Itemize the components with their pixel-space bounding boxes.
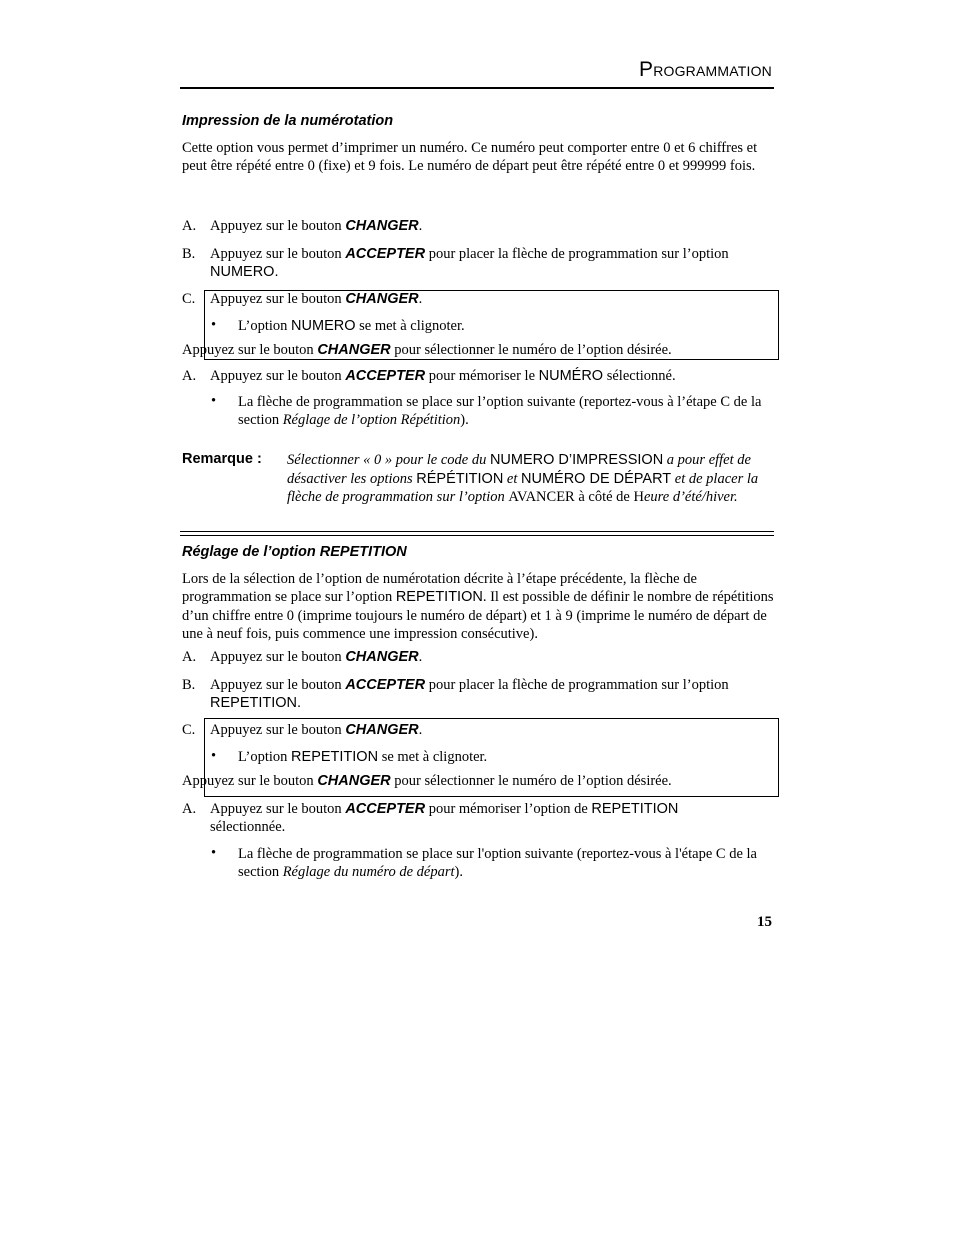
header-initial: P: [638, 58, 654, 81]
select-instruction: [182, 342, 774, 359]
changer-keyword: CHANGER: [317, 342, 391, 358]
section-reference: Réglage de l’option Répétition: [282, 412, 461, 428]
option-name: NUMERO: [291, 318, 356, 334]
bullet-symbol: •: [211, 317, 217, 333]
option-name: REPETITION: [291, 749, 379, 765]
step-text-part: Appuyez sur le bouton: [210, 649, 346, 665]
step-text-part: pour placer la flèche de programmation sur l’option: [425, 246, 729, 262]
instruction-text-part: Appuyez sur le bouton: [182, 773, 318, 789]
bullet-text: [238, 748, 772, 766]
section-heading-repetition: Réglage de l’option REPETITION: [182, 544, 407, 560]
bullet-text-part: L’option: [238, 749, 292, 765]
bullet-symbol: •: [211, 393, 217, 409]
step-c: [0, 290, 954, 310]
bullet-text: [238, 845, 772, 881]
bullet-symbol: •: [211, 748, 217, 764]
bullet-text-part: se met à clignoter.: [355, 318, 465, 334]
option-name: NUMERO.: [210, 264, 279, 280]
bullet-item: [0, 317, 954, 337]
remark-text-part: eure d’été/hiver.: [643, 489, 738, 505]
option-name: NUMERO D’IMPRESSION: [489, 452, 664, 468]
remark-text-part: a pour effet de désactiver les options: [287, 452, 751, 487]
bullet-text: [238, 317, 772, 335]
step-text-part: pour mémoriser le: [425, 368, 539, 384]
accepter-keyword: ACCEPTER: [345, 677, 426, 693]
step-b: [0, 676, 954, 716]
bullet-text-part: L’option: [238, 318, 292, 334]
step-text: [210, 245, 772, 281]
step-text-part: .: [418, 291, 423, 307]
step-text-part: Appuyez sur le bouton: [210, 246, 346, 262]
bullet-text-part: La flèche de programmation se place sur l’option suivante (reportez-vous à l’étape C de la section: [238, 394, 762, 428]
bullet-text-part: La flèche de programmation se place sur l'option suivante (reportez-vous à l'étape C de la section: [238, 846, 757, 880]
changer-keyword: CHANGER: [345, 291, 419, 307]
step-letter: A.: [182, 801, 197, 817]
remark-text-part: et de placer la flèche de programmation sur l’option: [287, 470, 759, 505]
step-c: [0, 721, 954, 741]
step-text: [210, 676, 772, 712]
step-text: [210, 800, 720, 836]
option-name: NUMÉRO: [538, 368, 604, 384]
option-name: RÉPÉTITION: [416, 470, 504, 487]
instruction-text-part: Appuyez sur le bouton: [182, 342, 318, 358]
step-text-part: pour placer la flèche de programmation sur l’option: [425, 677, 729, 693]
step-text-part: sélectionné.: [603, 368, 676, 384]
section-intro-paragraph: Cette option vous permet d’imprimer un numéro. Ce numéro peut comporter entre 0 et 6 chiffres et peut être répété entre 0 (fixe) et 9 fois. Le numéro de départ peut être répété entre 0 et 999999 fois.: [182, 140, 758, 175]
remark-text-part: et: [503, 470, 522, 487]
bullet-symbol: •: [211, 845, 217, 861]
step-text-part: .: [418, 722, 423, 738]
instruction-text-part: pour sélectionner le numéro de l’option désirée.: [390, 773, 672, 789]
step-text-part: Appuyez sur le bouton: [210, 677, 346, 693]
step-letter: A.: [182, 649, 197, 665]
select-instruction: [182, 773, 774, 790]
step-letter: C.: [182, 722, 196, 738]
step-text-part: .: [418, 649, 423, 665]
step-text-part: Appuyez sur le bouton: [210, 801, 346, 817]
step-letter: C.: [182, 291, 196, 307]
step-letter: B.: [182, 677, 196, 693]
section-intro-paragraph: [182, 570, 774, 643]
accepter-keyword: ACCEPTER: [345, 246, 426, 262]
step-text-part: pour mémoriser l’option de: [425, 801, 592, 817]
remark-text-upright: AVANCER à côté de H: [508, 489, 644, 505]
step-text: [210, 290, 772, 308]
step-letter: A.: [182, 218, 197, 234]
option-name: REPETITION: [591, 801, 679, 817]
bullet-item: [0, 748, 954, 768]
option-name: REPETITION.: [210, 695, 302, 711]
bullet-text-part: ).: [460, 412, 469, 428]
paragraph-text-part: . Il est possible de définir le nombre de répétitions d’un chiffre entre 0 (imprime toujours le numéro de départ) et 1 à 9 (imprime le numéro de départ de une à neuf fois, puis commence une impression consécutive).: [182, 589, 774, 642]
bullet-text-part: ).: [454, 864, 463, 880]
bullet-item: [0, 393, 954, 433]
remark-text-part: Sélectionner « 0 » pour le code du: [287, 452, 490, 468]
running-header: [639, 58, 772, 82]
step-text-part: .: [418, 218, 423, 234]
changer-keyword: CHANGER: [345, 218, 419, 234]
section-reference: Réglage du numéro de départ: [282, 864, 455, 880]
step-a-memorise: [0, 800, 954, 840]
step-text: [210, 648, 772, 666]
step-text: [210, 217, 772, 235]
section-divider: [180, 531, 774, 536]
step-text-part: Appuyez sur le bouton: [210, 291, 346, 307]
option-name: NUMÉRO DE DÉPART: [521, 470, 672, 487]
section-heading-numerotation: Impression de la numérotation: [182, 113, 394, 129]
changer-keyword: CHANGER: [345, 649, 419, 665]
step-a: [0, 217, 954, 237]
header-rule: [180, 87, 774, 89]
remark-label: Remarque :: [182, 451, 262, 467]
step-text: [210, 367, 772, 385]
step-a-memorise: [0, 367, 954, 387]
bullet-item: [0, 845, 954, 885]
option-name: REPETITION: [395, 589, 483, 606]
bullet-text-part: se met à clignoter.: [378, 749, 488, 765]
bullet-text: [238, 393, 772, 429]
step-letter: B.: [182, 246, 196, 262]
step-text-part: Appuyez sur le bouton: [210, 218, 346, 234]
paragraph-text-part: Lors de la sélection de l’option de numérotation décrite à l’étape précédente, la flèche de programmation se place sur l’option: [182, 571, 697, 606]
step-text-part: Appuyez sur le bouton: [210, 368, 346, 384]
step-a: [0, 648, 954, 668]
step-text-part: Appuyez sur le bouton: [210, 722, 346, 738]
accepter-keyword: ACCEPTER: [345, 368, 426, 384]
remark-text: [287, 451, 773, 507]
step-text: [210, 721, 772, 739]
changer-keyword: CHANGER: [345, 722, 419, 738]
page-number: 15: [757, 914, 772, 930]
step-letter: A.: [182, 368, 197, 384]
step-b: [0, 245, 954, 285]
instruction-text-part: pour sélectionner le numéro de l’option désirée.: [390, 342, 672, 358]
step-text-part: sélectionnée.: [210, 819, 286, 835]
accepter-keyword: ACCEPTER: [345, 801, 426, 817]
changer-keyword: CHANGER: [317, 773, 391, 789]
header-rest: ROGRAMMATION: [653, 63, 772, 79]
